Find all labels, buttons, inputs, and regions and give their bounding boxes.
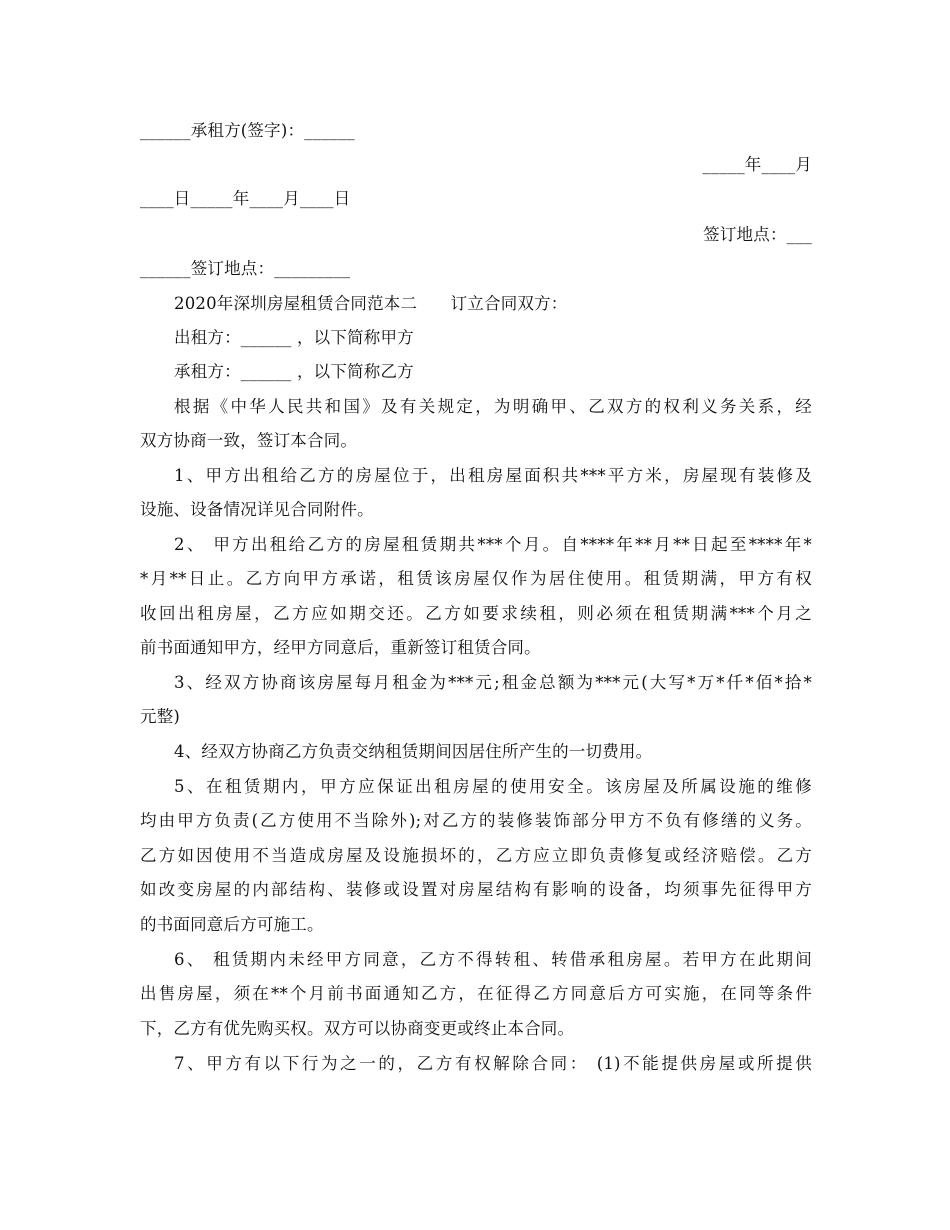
clause-7-line: 7、甲方有以下行为之一的，乙方有权解除合同： (1)不能提供房屋或所提供 xyxy=(174,1054,812,1073)
clause-5-line: 乙方如因使用不当造成房屋及设施损坏的，乙方应立即负责修复或经济赔偿。乙方 xyxy=(140,846,812,865)
clause-1-line: 1、甲方出租给乙方的房屋位于，出租房屋面积共***平方米，房屋现有装修及 xyxy=(174,466,812,485)
clause-3-line: 元整) xyxy=(140,707,181,726)
date-line-right: _____年____月 xyxy=(702,155,812,174)
signature-lessee-line: ______承租方(签字)：______ xyxy=(140,121,355,140)
clause-5-line: 均由甲方负责(乙方使用不当除外);对乙方的装修装饰部分甲方不负有修缮的义务。 xyxy=(140,811,812,830)
contract-title: 2020年深圳房屋租赁合同范本二 订立合同双方： xyxy=(174,294,568,313)
paragraph-line: 根据《中华人民共和国》及有关规定，为明确甲、乙双方的权利义务关系，经 xyxy=(174,397,812,416)
clause-1-line: 设施、设备情况详见合同附件。 xyxy=(140,500,374,519)
date-line: ____日_____年____月____日 xyxy=(140,189,351,208)
clause-5-line: 5、在租赁期内，甲方应保证出租房屋的使用安全。该房屋及所属设施的维修 xyxy=(174,777,812,796)
lessor-line: 出租方：______ ，以下简称甲方 xyxy=(174,328,414,347)
clause-5-line: 如改变房屋的内部结构、装修或设置对房屋结构有影响的设备，均须事先征得甲方 xyxy=(140,880,812,899)
clause-4-line: 4、经双方协商乙方负责交纳租赁期间因居住所产生的一切费用。 xyxy=(174,742,653,761)
clause-2-line: 2、 甲方出租给乙方的房屋租赁期共***个月。自****年**月**日起至****年* xyxy=(174,535,812,554)
signing-place-line: ______签订地点：_________ xyxy=(140,259,351,278)
clause-6-line: 6、 租赁期内未经甲方同意，乙方不得转租、转借承租房屋。若甲方在此期间 xyxy=(174,950,812,969)
clause-2-line: 前书面通知甲方，经甲方同意后，重新签订租赁合同。 xyxy=(140,638,541,657)
paragraph-line: 双方协商一致，签订本合同。 xyxy=(140,431,358,450)
clause-6-line: 出售房屋，须在**个月前书面通知乙方，在征得乙方同意后方可实施，在同等条件 xyxy=(140,984,812,1003)
clause-2-line: 收回出租房屋，乙方应如期交还。乙方如要求续租，则必须在租赁期满***个月之 xyxy=(140,604,812,623)
lessee-line: 承租方：______ ，以下简称乙方 xyxy=(174,362,414,381)
signing-place-right: 签订地点：___ xyxy=(703,225,812,244)
clause-3-line: 3、经双方协商该房屋每月租金为***元;租金总额为***元(大写*万*仟*佰*拾* xyxy=(174,673,812,692)
clause-2-line: *月**日止。乙方向甲方承诺，租赁该房屋仅作为居住使用。租赁期满，甲方有权 xyxy=(140,569,812,588)
clause-6-line: 下，乙方有优先购买权。双方可以协商变更或终止本合同。 xyxy=(140,1019,575,1038)
clause-5-line: 的书面同意后方可施工。 xyxy=(140,915,324,934)
